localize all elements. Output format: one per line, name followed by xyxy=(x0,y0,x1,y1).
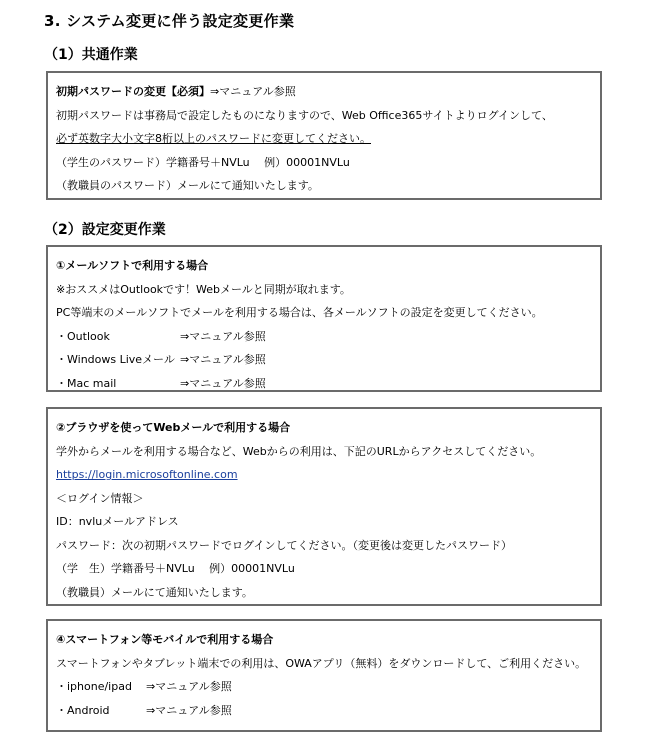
list-item-windows-live xyxy=(56,348,600,372)
box-title: ②ブラウザを使ってWebメールで利用する場合 xyxy=(56,421,291,434)
list-item-iphone xyxy=(56,675,600,699)
list-item-android xyxy=(56,699,600,723)
recommend-line: ※おススメはOutlookです！Webメールと同期が取れます。 xyxy=(56,282,351,296)
student-password-line: （学生のパスワード）学籍番号＋NVLu 例）00001NVLu xyxy=(56,155,350,169)
login-info-heading: ＜ログイン情報＞ xyxy=(56,491,144,505)
item-name: ・Mac mail xyxy=(56,376,117,390)
initial-password-header xyxy=(56,80,600,104)
password-requirement: 必ず英数字大小文字8桁以上のパスワードに変更してください。 xyxy=(56,132,371,145)
mail-software-box xyxy=(46,245,602,392)
info-line: 学外からメールを利用する場合など、Webからの利用は、下記のURLからアクセスしてください。 xyxy=(56,444,542,458)
login-url-link[interactable]: https://login.microsoftonline.com xyxy=(56,468,238,481)
manual-reference: ⇒マニュアル参照 xyxy=(180,329,266,343)
manual-reference: ⇒マニュアル参照 xyxy=(146,680,232,693)
info-line: スマートフォンやタブレット端末での利用は、OWAアプリ（無料）をダウンロードして、ご利用ください。 xyxy=(56,656,587,670)
staff-password-line: （教職員のパスワード）メールにて通知いたします。 xyxy=(56,179,319,192)
initial-password-title: 初期パスワードの変更【必須】 xyxy=(56,85,210,98)
manual-reference: ⇒マニュアル参照 xyxy=(210,85,296,98)
student-password-line: （学 生）学籍番号＋NVLu 例）00001NVLu xyxy=(56,562,295,575)
list-item-outlook xyxy=(56,325,600,349)
section-heading-common: （1）共通作業 xyxy=(44,47,138,63)
common-task-box xyxy=(46,71,602,200)
manual-reference: ⇒マニュアル参照 xyxy=(180,376,266,390)
mobile-box xyxy=(46,619,602,732)
webmail-box xyxy=(46,407,602,606)
box-title: ④スマートフォン等モバイルで利用する場合 xyxy=(56,633,274,646)
item-name: ・Android xyxy=(56,703,110,717)
item-name: ・Outlook xyxy=(56,329,110,343)
box-title: ①メールソフトで利用する場合 xyxy=(56,259,209,272)
item-name: ・iphone/ipad xyxy=(56,680,132,693)
info-line: PC等端末のメールソフトでメールを利用する場合は、各メールソフトの設定を変更してください。 xyxy=(56,306,543,319)
password-line: パスワード：次の初期パスワードでログインしてください。（変更後は変更したパスワード） xyxy=(56,538,512,552)
manual-reference: ⇒マニュアル参照 xyxy=(180,353,266,366)
staff-password-line: （教職員）メールにて通知いたします。 xyxy=(56,585,253,599)
page-title: 3. システム変更に伴う設定変更作業 xyxy=(44,12,295,30)
item-name: ・Windows Liveメール xyxy=(56,353,175,366)
manual-reference: ⇒マニュアル参照 xyxy=(146,703,232,717)
section-heading-settings: （2）設定変更作業 xyxy=(44,222,166,238)
list-item-mac-mail xyxy=(56,372,600,396)
info-line: 初期パスワードは事務局で設定したものになりますので、Web Office365サイトよりログインして、 xyxy=(56,108,553,122)
id-line: ID：nvluメールアドレス xyxy=(56,515,179,528)
